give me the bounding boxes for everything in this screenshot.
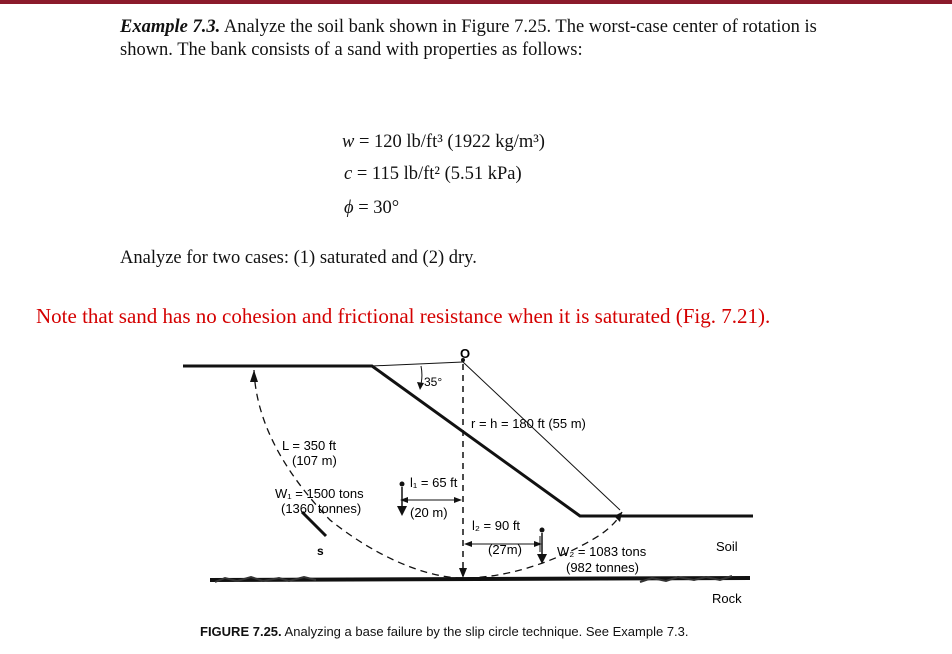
equation-var: c <box>344 164 353 184</box>
slip-circle-figure <box>0 336 952 626</box>
rock-label: Rock <box>712 591 742 606</box>
equation-rhs: = 30° <box>358 198 400 218</box>
equation-var: w <box>342 132 355 152</box>
l2-metric-label: (27m) <box>488 542 522 557</box>
w2-metric-label: (982 tonnes) <box>566 560 639 575</box>
example-label: Example 7.3. <box>120 17 221 37</box>
w1-metric-label: (1360 tonnes) <box>281 501 362 516</box>
figure-caption <box>200 624 689 639</box>
caption-text: Analyzing a base failure by the slip circle technique. See Example 7.3. <box>284 624 689 639</box>
w1-label: W₁ = 1500 tons <box>275 486 364 501</box>
l1-label: l₁ = 65 ft <box>410 475 458 490</box>
example-paragraph <box>120 16 820 62</box>
radius-label: r = h = 180 ft (55 m) <box>471 416 586 431</box>
equation-weight <box>342 132 545 153</box>
equation-var: ϕ <box>344 198 354 218</box>
example-text: Analyze the soil bank shown in Figure 7.25. The worst-case center of rotation is shown. The bank consists of a sand with properties as follows: <box>120 17 817 60</box>
l1-metric-label: (20 m) <box>410 505 448 520</box>
w2-label: W₂ = 1083 tons <box>557 544 647 559</box>
top-accent-bar <box>0 0 952 4</box>
note-text: Note that sand has no cohesion and frictional resistance when it is saturated (Fig. 7.21). <box>36 304 771 328</box>
angle-label: 35° <box>424 375 443 389</box>
cases-text: Analyze for two cases: (1) saturated and (2) dry. <box>120 248 477 268</box>
s-label: s <box>317 544 324 558</box>
center-label: O <box>460 346 471 361</box>
ground-surface-line <box>183 366 753 516</box>
equation-cohesion <box>344 164 522 185</box>
arc-length-label: L = 350 ft <box>282 438 337 453</box>
soil-label: Soil <box>716 539 738 554</box>
equation-rhs: = 115 lb/ft² (5.51 kPa) <box>356 164 522 184</box>
equation-rhs: = 120 lb/ft³ (1922 kg/m³) <box>358 132 545 152</box>
l2-label: l₂ = 90 ft <box>472 518 521 533</box>
arc-length-metric-label: (107 m) <box>292 453 337 468</box>
equation-friction-angle <box>344 198 399 219</box>
caption-label: FIGURE 7.25. <box>200 624 282 639</box>
